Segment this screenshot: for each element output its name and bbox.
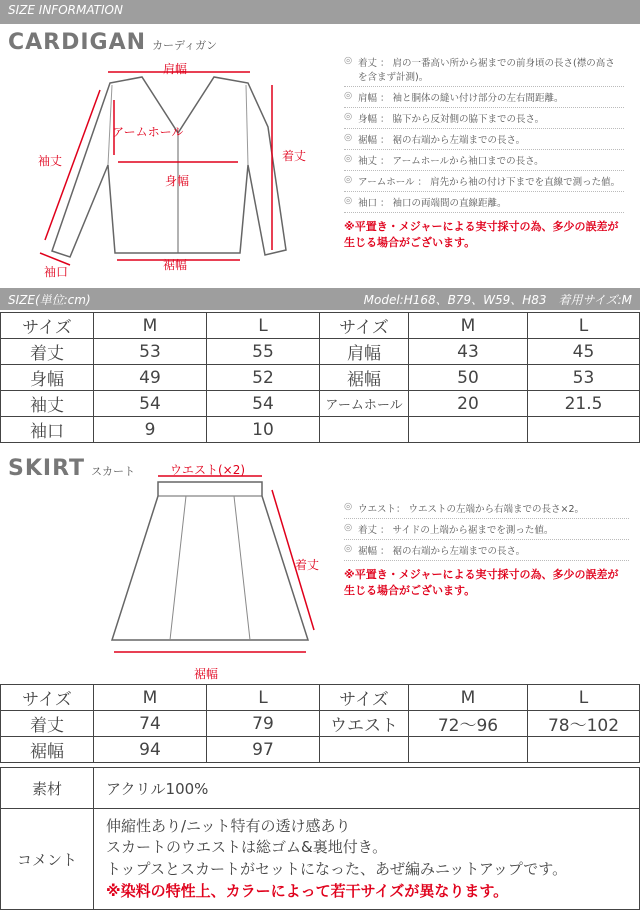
note-item: ◎ 裾幅 ： 裾の右端から左端までの長さ。 xyxy=(344,129,624,150)
cardigan-warning: ※平置き・メジャーによる実寸採寸の為、多少の誤差が生じる場合がございます。 xyxy=(344,220,619,249)
table-row: 着丈 74 79 ウエスト 72〜96 78〜102 xyxy=(1,711,640,737)
comment-warning: ※染料の特性上、カラーによって若干サイズが異なります。 xyxy=(106,881,509,900)
material-label: 素材 xyxy=(1,768,94,809)
skirt-notes xyxy=(344,498,629,599)
label-waist: ウエスト(×2) xyxy=(170,463,246,477)
size-unit: SIZE(単位:cm) xyxy=(8,293,91,307)
label-body-width: 身幅 xyxy=(165,174,190,188)
skirt-title: SKIRT xyxy=(8,456,86,481)
table-row: 裾幅 94 97 xyxy=(1,737,640,763)
label-sleeve: 袖丈 xyxy=(38,154,63,168)
note-item: ◎ 着丈 ： 肩の一番高い所から裾までの前身頃の長さ(襟の高さを含まず計測)。 xyxy=(344,52,624,87)
table-header-row: サイズ M L サイズ M L xyxy=(1,313,640,339)
label-shoulder: 肩幅 xyxy=(163,62,188,76)
comment-row xyxy=(1,809,640,910)
comment-label: コメント xyxy=(1,809,94,910)
table-row: 着丈 53 55 肩幅 43 45 xyxy=(1,339,640,365)
note-item: ◎ 袖口 ： 袖口の両端間の直線距離。 xyxy=(344,192,624,213)
note-item: ◎ 身幅 ： 脇下から反対側の脇下までの長さ。 xyxy=(344,108,624,129)
note-item: ◎ 着丈 ： サイドの上端から裾までを測った値。 xyxy=(344,519,629,540)
table-row: 袖口 9 10 xyxy=(1,417,640,443)
cardigan-subtitle: カーディガン xyxy=(152,39,218,52)
label-hem: 裾幅 xyxy=(163,258,188,272)
label-cuff: 袖口 xyxy=(44,265,69,279)
skirt-warning: ※平置き・メジャーによる実寸採寸の為、多少の誤差が生じる場合がございます。 xyxy=(344,568,619,597)
table-row: 身幅 49 52 裾幅 50 53 xyxy=(1,365,640,391)
comment-body xyxy=(94,809,640,910)
cardigan-diagram xyxy=(0,55,330,285)
model-info: Model:H168、B79、W59、H83 着用サイズ:M xyxy=(363,293,632,307)
label-skirt-length: 着丈 xyxy=(295,558,320,572)
comment-line: スカートのウエストは総ゴム&裏地付き。 xyxy=(106,838,388,857)
label-length: 着丈 xyxy=(282,149,307,163)
material-row xyxy=(1,768,640,809)
note-item: ◎ 袖丈 ： アームホールから袖口までの長さ。 xyxy=(344,150,624,171)
table-row: 袖丈 54 54 アームホール 20 21.5 xyxy=(1,391,640,417)
note-item: ◎ ウエスト： ウエストの左端から右端までの長さ×2。 xyxy=(344,498,629,519)
cardigan-heading xyxy=(8,30,217,55)
table-header-row: サイズ M L サイズ M L xyxy=(1,685,640,711)
cardigan-size-table xyxy=(0,312,640,443)
note-item: ◎ 裾幅 ： 裾の右端から左端までの長さ。 xyxy=(344,540,629,561)
material-value: アクリル100% xyxy=(94,768,640,809)
note-item: ◎ 肩幅 ： 袖と胴体の縫い付け部分の左右間距離。 xyxy=(344,87,624,108)
comment-line: トップスとスカートがセットになった、あぜ編みニットアップです。 xyxy=(106,860,568,878)
cardigan-notes xyxy=(344,52,624,251)
section-title: SIZE INFORMATION xyxy=(8,3,123,17)
info-table xyxy=(0,767,640,910)
skirt-subtitle: スカート xyxy=(91,465,136,478)
note-item: ◎ アームホール ： 肩先から袖の付け下までを直線で測った値。 xyxy=(344,171,624,192)
comment-line: 伸縮性あり/ニット特有の透け感あり xyxy=(106,816,351,835)
section-header xyxy=(0,0,640,24)
cardigan-title: CARDIGAN xyxy=(8,30,147,55)
skirt-size-table xyxy=(0,684,640,763)
label-armhole: アームホール xyxy=(112,125,184,139)
size-bar xyxy=(0,288,640,310)
label-skirt-hem: 裾幅 xyxy=(194,667,219,681)
